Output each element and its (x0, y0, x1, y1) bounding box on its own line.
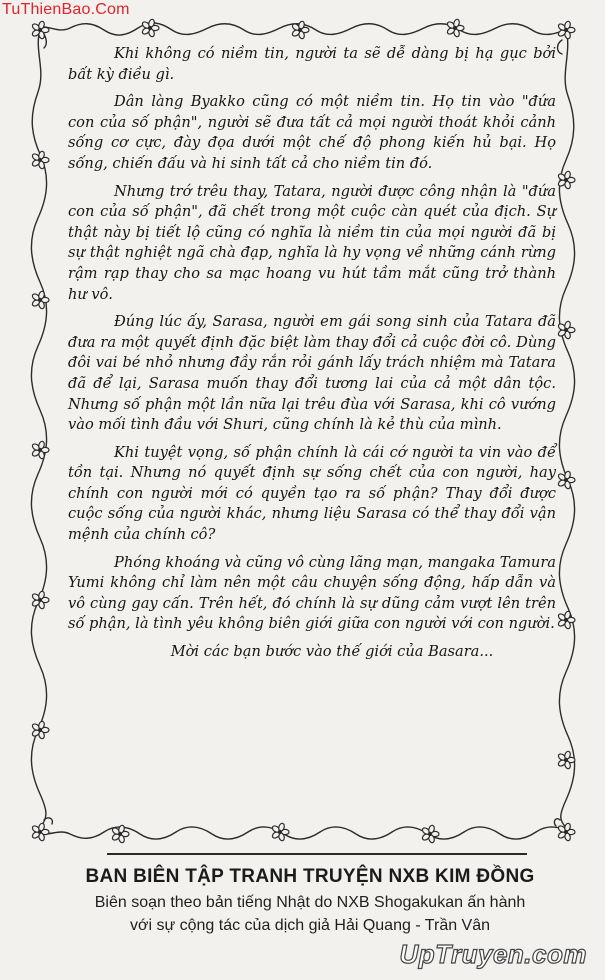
credits-line: Biên soạn theo bản tiếng Nhật do NXB Shogakukan ấn hành (94, 894, 526, 911)
paragraph: Đúng lúc ấy, Sarasa, người em gái song sinh của Tatara đã đưa ra một quyết định đặc biệt làm thay đổi cả cuộc đời cô. Dùng đôi vai bé nhỏ nhưng đầy rắn rỏi gánh lấy trách nhiệm mà Tatara đã để lại, Sarasa muốn thay đổi tương lai của cả một dân tộc. Nhưng số phận một lần nữa lại trêu đùa với Sarasa, khi cô vướng vào mối tình đầu với Shuri, cũng chính là kẻ thù của mình. (68, 313, 556, 434)
synopsis-text (68, 44, 556, 670)
closing-line: Mời các bạn bước vào thế giới của Basara... (170, 643, 494, 661)
flower-ornament (557, 21, 575, 40)
paragraph: Khi không có niềm tin, người ta sẽ dễ dàng bị hạ gục bởi bất kỳ điều gì. (68, 45, 556, 83)
paragraph: Khi tuyệt vọng, số phận chính là cái cớ người ta vin vào để tồn tại. Nhưng nó quyết định sự sống chết của con người, hay chính con người mới có quyền tạo ra số phận? Thay đổi được cuộc sống của người khác, nhưng liệu Sarasa có thể thay đổi vận mệnh của chính cô? (68, 443, 556, 544)
flower-ornament (557, 471, 575, 490)
credits (40, 866, 580, 940)
flower-ornament (271, 823, 289, 842)
flower-ornament (557, 751, 575, 770)
flower-ornament (31, 721, 49, 740)
flower-ornament (557, 321, 575, 340)
flower-ornament (31, 823, 49, 842)
paragraph: Dân làng Byakko cũng có một niềm tin. Họ tin vào "đứa con của số phận", người sẽ đưa tất cả mọi người thoát khỏi cảnh sống cơ cực, đày đọa dưới một chế độ phong kiến hủ bại. Họ sống, chiến đấu và hi sinh tất cả cho niềm tin đó. (68, 93, 556, 172)
site-watermark: TuThienBao.Com (2, 1, 130, 18)
flower-ornament (31, 21, 49, 40)
paragraph: Nhưng trớ trêu thay, Tatara, người được công nhận là "đứa con của số phận", đã chết trong một cuộc càn quét của địch. Sự thật này bị tiết lộ cũng có nghĩa là niềm tin của mọi người đã bị sự thật nghiệt ngã chà đạp, nghĩa là hy vọng về những cánh rừng rậm rạp thay cho sa mạc hoang vu hút tầm mắt cũng trở thành hư vô. (68, 182, 556, 303)
flower-ornament (141, 19, 159, 38)
flower-ornament (421, 825, 439, 844)
flower-ornament (557, 611, 575, 630)
flower-ornament (31, 151, 49, 170)
flower-ornament (291, 21, 309, 40)
credits-title: BAN BIÊN TẬP TRANH TRUYỆN NXB KIM ĐỒNG (85, 866, 535, 887)
paragraph: Phóng khoáng và cũng vô cùng lãng mạn, mangaka Tamura Yumi không chỉ làm nên một câu chuyện sống động, hấp dẫn và vô cùng gay cấn. Trên hết, đó chính là sự dũng cảm vượt lên trên số phận, là tình yêu không biên giới giữa con người với con người. (68, 553, 556, 633)
flower-ornament (446, 19, 464, 38)
credits-line: với sự cộng tác của dịch giả Hải Quang - Trần Vân (129, 917, 491, 934)
flower-ornament (31, 591, 49, 610)
flower-ornament (557, 823, 575, 842)
divider (107, 853, 527, 855)
site-watermark-bottom: UpTruyen.com (399, 939, 587, 969)
